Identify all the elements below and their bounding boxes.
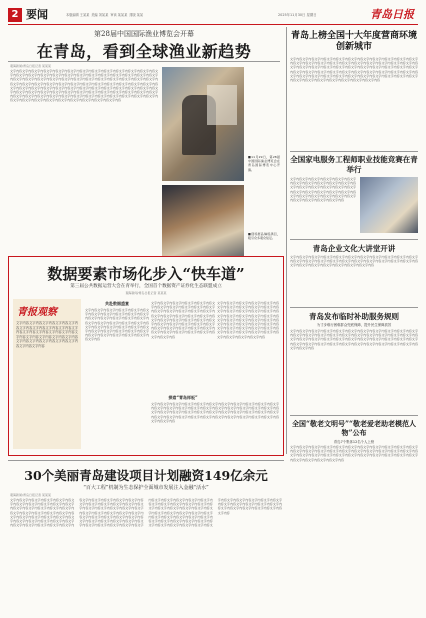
appliance-contest-headline: 全国家电服务工程师职业技能竞赛在青举行 [290,155,418,174]
feature-subheadline: 第三届公共数据运营大会在青举行，全国首个数据资产证券化生态联盟成立 [70,284,222,289]
editor-credit: 本版编辑 王某某 [66,13,90,17]
data-market-feature [8,256,284,456]
fishery-expo-photo-2 [162,185,244,261]
photo-caption-2: ■现场展品琳琅满目，吸引众多观众驻足。 [248,232,280,241]
business-env-headline: 青岛上榜全国十大年度营商环境创新城市 [290,31,417,52]
reviewer-credit: 审读 某某某 [110,13,128,17]
culture-forum-headline: 青岛企业文化大讲堂开讲 [312,244,396,253]
photo-caption-1: ■11月29日，第28届中国国际渔业博览会在青岛国际博览中心开幕。 [248,155,280,172]
elder-care-body: 文字内容文字内容文字内容文字内容文字内容文字内容文字内容文字内容文字内容文字内容文字内容文字内容文字内容文字内容文字内容文字内容文字内容文字内容文字内容文字内容文字内容文字内容文字内容文字内容文字内容文字内容文字内容文字内容文字内容文字内容文字内容文字内容文字内容文字内容文字内容文字内容 [290,445,418,462]
bottom-subheadline: “百大工程”机制为生态保护全面城市发展注入金融“活水” [83,485,209,491]
appliance-contest-body: 文字内容文字内容文字内容文字内容文字内容文字内容文字内容文字内容文字内容文字内容文字内容文字内容文字内容文字内容文字内容文字内容文字内容文字内容文字内容文字内容文字内容文字内容文字内容文字内容文字内容文字内容文字内容文字内容文字内容文字内容文字内容文字内容 [290,177,356,203]
feature-section-2-title: 探索“青岛样板” [168,395,198,400]
elder-care-subtitle: 青岛7个集体12名个人上榜 [333,440,375,444]
feature-body-3: 文字内容文字内容文字内容文字内容文字内容文字内容文字内容文字内容文字内容文字内容文字内容文字内容文字内容文字内容文字内容文字内容文字内容文字内容文字内容文字内容文字内容文字内容文字内容文字内容文字内容文字内容文字内容文字内容文字内容文字内容文字内容文字内容文字内容文字内容文字内容文字内容文字内容文字内容文字内容文字内容文字内容文字内容文字内容文字内容 [151,402,279,423]
section-name: 要闻 [26,8,48,21]
right-column [290,27,418,457]
story-headline: 在青岛，看到全球渔业新趋势 [36,42,252,61]
elder-care-headline: 全国“敬老文明号”“敬老爱老助老模范人物”公布 [291,419,417,437]
page-number-badge: 2 [8,8,22,22]
feature-body-1: 文字内容文字内容文字内容文字内容文字内容文字内容文字内容文字内容文字内容文字内容文字内容文字内容文字内容文字内容文字内容文字内容文字内容文字内容文字内容文字内容文字内容文字内容文字内容文字内容文字内容文字内容文字内容文字内容文字内容文字内容文字内容文字内容文字内容文字内容文字内容文字内容文字内容文字内容 [85,308,149,342]
subsidy-rules-body: 文字内容文字内容文字内容文字内容文字内容文字内容文字内容文字内容文字内容文字内容文字内容文字内容文字内容文字内容文字内容文字内容文字内容文字内容文字内容文字内容文字内容文字内容文字内容文字内容文字内容文字内容文字内容文字内容文字内容文字内容文字内容文字内容文字内容文字内容文字内容文字内容文字内容文字内容文字内容文字内容文字内容文字内容文字内容文字内容 [290,329,418,350]
bottom-byline: 观海新闻/青岛日报记者 某某某 [10,493,51,497]
newspaper-logo: 青岛日报 [370,8,414,21]
fishery-expo-photo [162,67,244,181]
fishery-expo-story [8,27,280,287]
feature-body-4: 文字内容文字内容文字内容文字内容文字内容文字内容文字内容文字内容文字内容文字内容文字内容文字内容文字内容文字内容文字内容文字内容文字内容文字内容文字内容文字内容文字内容文字内容文字内容文字内容文字内容文字内容文字内容文字内容文字内容文字内容文字内容文字内容文字内容文字内容文字内容文字内容文字内容文字内容文字内容文字内容文字内容文字内容文字内容文字内容 [217,301,279,339]
bottom-body: 文字内容文字内容文字内容文字内容文字内容文字内容文字内容文字内容文字内容文字内容文字内容文字内容文字内容文字内容文字内容文字内容文字内容文字内容文字内容文字内容文字内容文字内容文字内容文字内容文字内容文字内容文字内容文字内容文字内容文字内容文字内容文字内容文字内容文字内容文字内容文字内容文字内容文字内容文字内容文字内容文字内容文字内容文字内容文字内容文字内容文字内容文字内容文字内容文字内容文字内容文字内容文字内容文字内容文字内容文字内容文字内容文字内容文字内容文字内容文字内容文字内容文字内容文字内容文字内容文字内容文字内容文字内容文字内容文字内容文字内容文字内容文字内容文字内容文字内容文字内容文字内容文字内容文字内容文字内容文字内容文字内容文字内容文字内容文字内容文字内容文字内容文字内容文字内容文字内容文字内容文字内容文字内容文字内容文字内容文字内容文字内容文字内容文字内容文字内容文字内容文字内容文字内容文字内容文字内容文字内容文字内容文字内容文字内容文字内容文字内容文字内容文字内容文字内容文字内容文字内容文字内容文字内容文字内容文字内容文字内容文字内容文字内容文字内容文字内容文字内容文字内容文字内容 [10,498,282,528]
feature-section-1-title: 共赴数据盛宴 [105,301,129,306]
story-body: 文字内容文字内容文字内容文字内容文字内容文字内容文字内容文字内容文字内容文字内容文字内容文字内容文字内容文字内容文字内容文字内容文字内容文字内容文字内容文字内容文字内容文字内容文字内容文字内容文字内容文字内容文字内容文字内容文字内容文字内容文字内容文字内容文字内容文字内容文字内容文字内容文字内容文字内容文字内容文字内容文字内容文字内容文字内容文字内容文字内容文字内容文字内容文字内容文字内容文字内容文字内容文字内容文字内容文字内容文字内容文字内容文字内容文字内容文字内容文字内容文字内容文字内容文字内容文字内容文字内容文字内容文字内容文字内容文字内容文字内容文字内容文字内容文字内容文字内容文字内容文字内容文字内容文字内容文字内容文字内容文字内容文字内容文字内容文字内容文字内容文字内容文字内容文字内容文字内容文字内容文字内容文字内容文字内容文字内容文字内容 [10,69,158,103]
header-date: 2025年11月30日 星期日 [278,13,317,17]
culture-forum-body: 文字内容文字内容文字内容文字内容文字内容文字内容文字内容文字内容文字内容文字内容文字内容文字内容文字内容文字内容文字内容文字内容文字内容文字内容文字内容文字内容文字内容文字内容文字内容文字内容文字内容文字内容文字内容文字内容 [290,255,418,268]
feature-headline: 数据要素市场化步入“快车道” [47,265,245,283]
appliance-contest-photo [360,177,418,233]
commentary-box [13,299,81,449]
header-meta [66,12,143,17]
feature-byline: 观海新闻/青岛日报记者 某某某 [125,291,167,295]
business-env-body: 文字内容文字内容文字内容文字内容文字内容文字内容文字内容文字内容文字内容文字内容文字内容文字内容文字内容文字内容文字内容文字内容文字内容文字内容文字内容文字内容文字内容文字内容文字内容文字内容文字内容文字内容文字内容文字内容文字内容文字内容文字内容文字内容文字内容文字内容文字内容文字内容文字内容文字内容文字内容文字内容文字内容文字内容文字内容文字内容文字内容文字内容文字内容文字内容文字内容文字内容文字内容文字内容文字内容文字内容文字内容文字内容文字内容文字内容文字内容文字内容 [290,57,418,83]
feature-body-2: 文字内容文字内容文字内容文字内容文字内容文字内容文字内容文字内容文字内容文字内容文字内容文字内容文字内容文字内容文字内容文字内容文字内容文字内容文字内容文字内容文字内容文字内容文字内容文字内容文字内容文字内容文字内容文字内容文字内容文字内容文字内容文字内容文字内容文字内容文字内容文字内容文字内容文字内容文字内容文字内容文字内容文字内容文字内容文字内容 [151,301,215,339]
story-kicker: 第28届中国国际渔业博览会开幕 [94,30,194,38]
designer-credit: 美编 刘某某 [91,13,109,17]
story-byline: 观海新闻/青岛日报记者 某某某 [10,64,51,68]
subsidy-rules-headline: 青岛发布临时补助服务规则 [309,312,399,321]
bottom-headline: 30个美丽青岛建设项目计划融资149亿余元 [24,468,268,483]
green-finance-story [8,462,284,614]
commentary-body: 文字内容文字内容文字内容文字内容文字内容文字内容文字内容文字内容文字内容文字内容文字内容文字内容文字内容文字内容文字内容文字内容文字内容文字内容文字内容文字内容文字内容文字内容文字内容文字内容文字内容文字内容 [16,321,78,348]
commentary-badge: 青报观察 [17,307,57,318]
layout-credit: 排版 某某 [129,13,144,17]
page-header [8,8,418,24]
subsidy-rules-subtitle: 为寸步难行困难群众兜底保障，提升民生保障质效 [316,323,392,327]
